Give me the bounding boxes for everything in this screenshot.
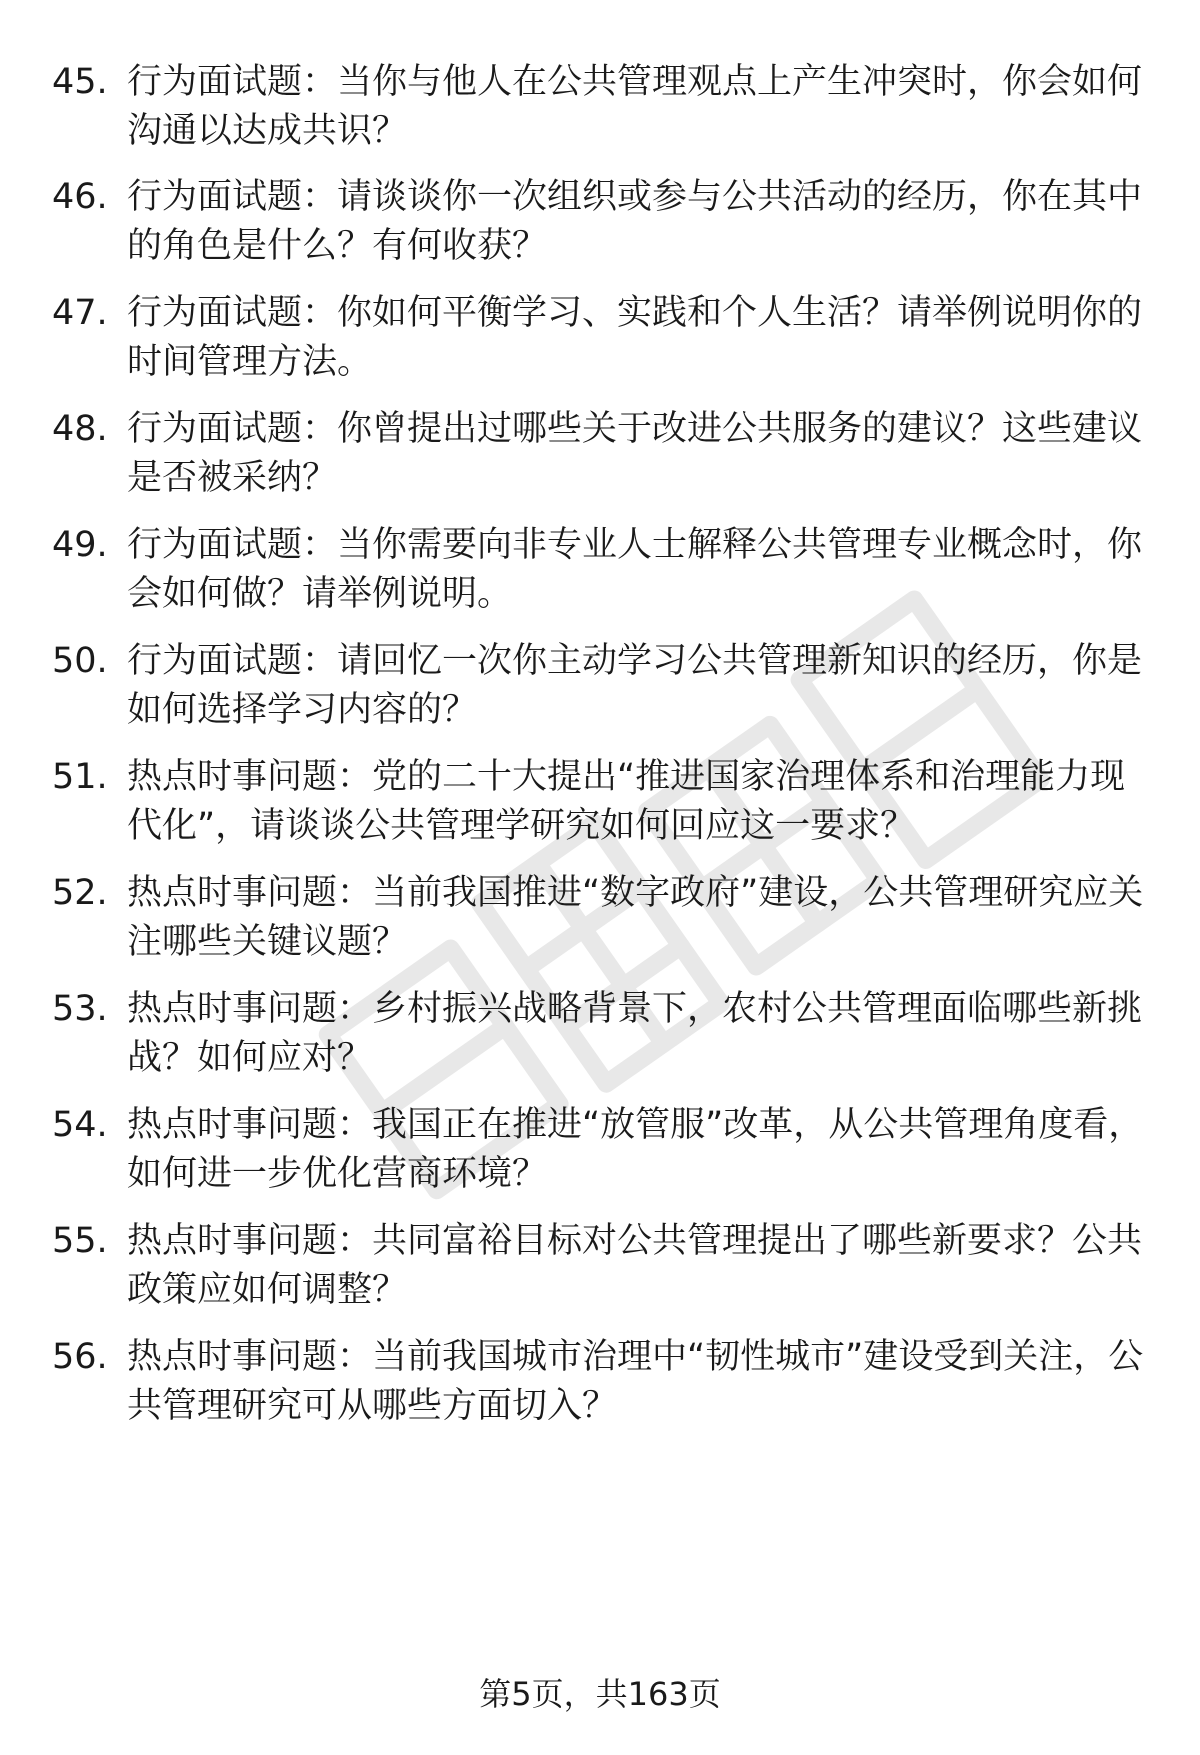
question-text: 热点时事问题：我国正在推进“放管服”改革，从公共管理角度看，如何进一步优化营商环境？	[127, 1105, 1144, 1194]
question-item	[52, 173, 1152, 271]
question-item	[52, 289, 1152, 387]
question-text: 热点时事问题：乡村振兴战略背景下，农村公共管理面临哪些新挑战？如何应对？	[127, 989, 1143, 1078]
question-number: 51.	[52, 757, 108, 797]
question-item	[52, 1101, 1152, 1199]
question-text: 行为面试题：你如何平衡学习、实践和个人生活？请举例说明你的时间管理方法。	[127, 293, 1143, 382]
question-item	[52, 869, 1152, 967]
question-item	[52, 58, 1152, 156]
question-text: 热点时事问题：当前我国城市治理中“韧性城市”建设受到关注，公共管理研究可从哪些方面切入？	[127, 1337, 1144, 1426]
question-item	[52, 753, 1152, 851]
question-item	[52, 1333, 1152, 1431]
question-number: 47.	[52, 293, 108, 333]
question-text: 行为面试题：当你需要向非专业人士解释公共管理专业概念时，你会如何做？请举例说明。	[127, 525, 1143, 614]
question-number: 48.	[52, 409, 108, 449]
question-item	[52, 405, 1152, 503]
question-item	[52, 521, 1152, 619]
question-number: 50.	[52, 641, 108, 681]
question-item	[52, 985, 1152, 1083]
question-text: 行为面试题：你曾提出过哪些关于改进公共服务的建议？这些建议是否被采纳？	[127, 409, 1143, 498]
question-number: 45.	[52, 62, 108, 102]
question-number: 52.	[52, 873, 108, 913]
question-text: 热点时事问题：党的二十大提出“推进国家治理体系和治理能力现代化”，请谈谈公共管理学研究如何回应这一要求？	[127, 757, 1126, 846]
question-text: 行为面试题：请回忆一次你主动学习公共管理新知识的经历，你是如何选择学习内容的？	[127, 641, 1143, 730]
question-number: 46.	[52, 177, 108, 217]
question-number: 55.	[52, 1221, 108, 1261]
question-number: 49.	[52, 525, 108, 565]
question-item	[52, 1217, 1152, 1315]
page-footer: 第5页，共163页	[479, 1675, 721, 1713]
question-text: 热点时事问题：共同富裕目标对公共管理提出了哪些新要求？公共政策应如何调整？	[127, 1221, 1143, 1310]
question-item	[52, 637, 1152, 735]
question-text: 热点时事问题：当前我国推进“数字政府”建设，公共管理研究应关注哪些关键议题？	[127, 873, 1144, 962]
question-text: 行为面试题：请谈谈你一次组织或参与公共活动的经历，你在其中的角色是什么？有何收获？	[127, 177, 1143, 266]
question-number: 54.	[52, 1105, 108, 1145]
question-number: 53.	[52, 989, 108, 1029]
question-text: 行为面试题：当你与他人在公共管理观点上产生冲突时，你会如何沟通以达成共识？	[127, 62, 1143, 151]
question-number: 56.	[52, 1337, 108, 1377]
